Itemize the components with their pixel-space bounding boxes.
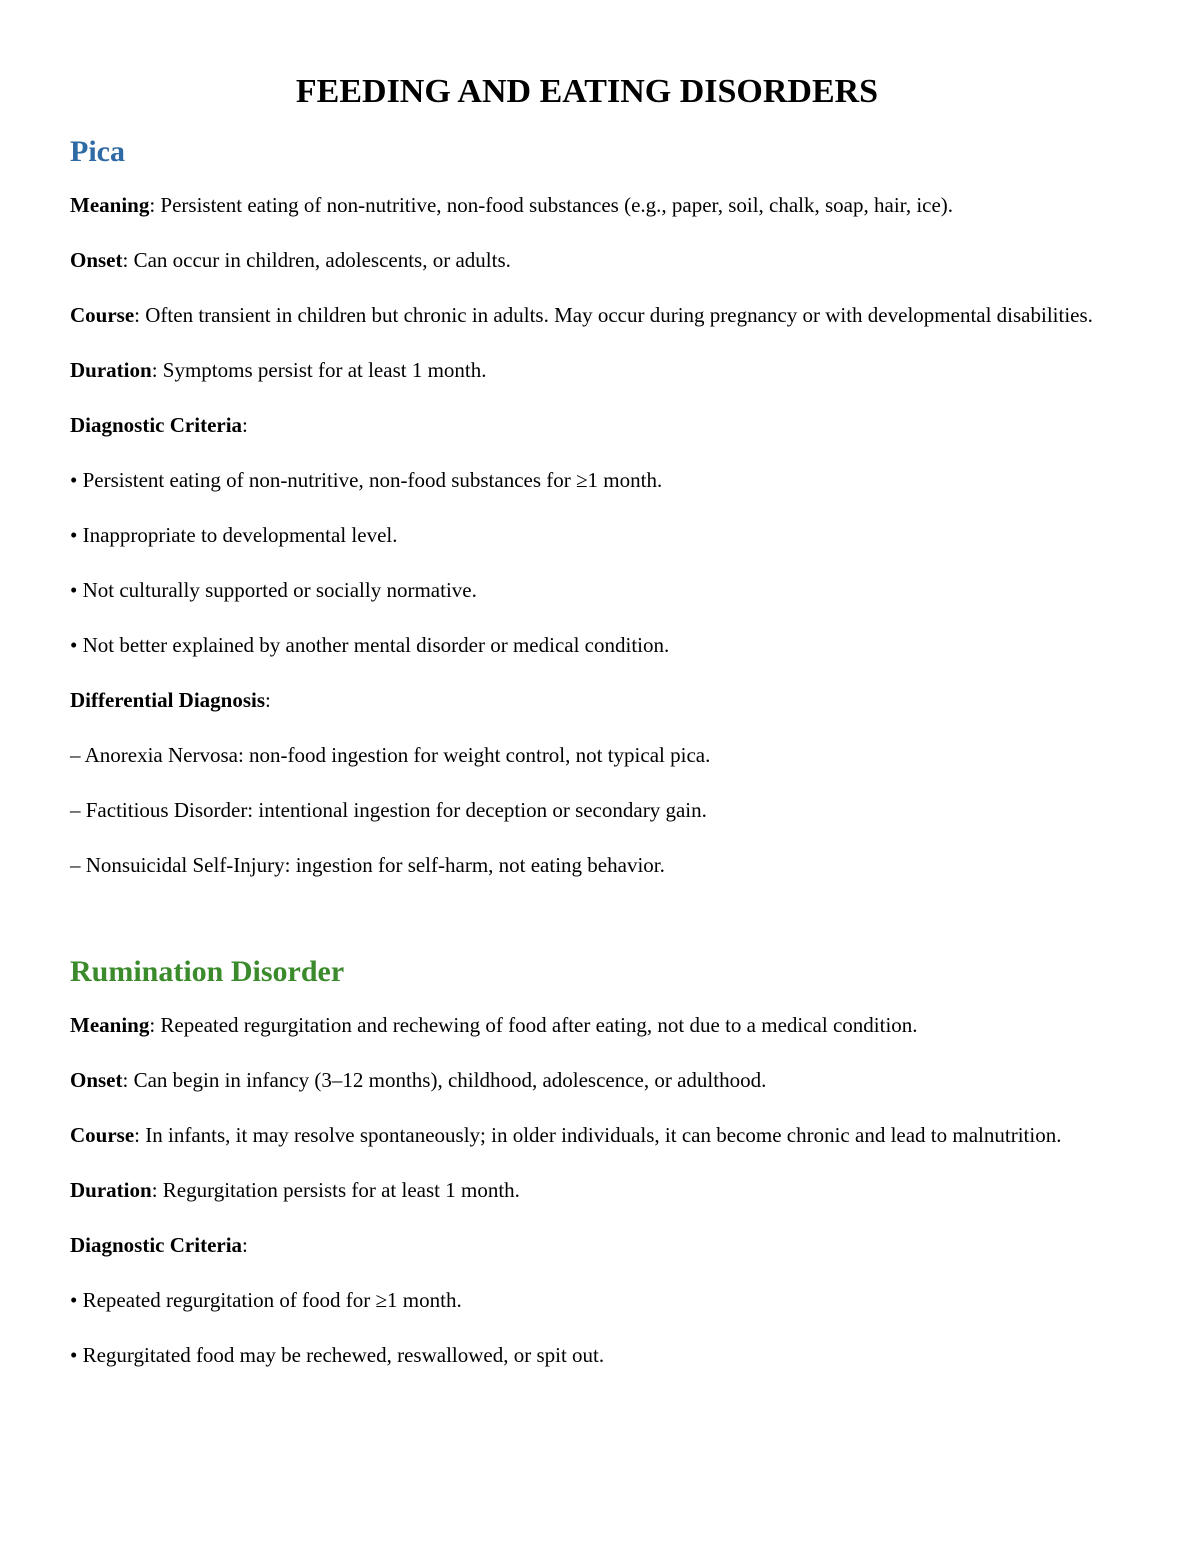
section-heading-rumination: Rumination Disorder <box>70 955 345 988</box>
rumination-criteria-heading <box>70 1232 1104 1259</box>
meaning-label: Meaning <box>70 1013 150 1037</box>
criteria-item: • Inappropriate to developmental level. <box>70 523 398 547</box>
criteria-label: Diagnostic Criteria <box>70 1233 243 1257</box>
criteria-item: • Repeated regurgitation of food for ≥1 month. <box>70 1288 462 1312</box>
pica-meaning <box>70 192 1104 219</box>
criteria-colon: : <box>242 413 248 437</box>
criteria-item: • Not culturally supported or socially normative. <box>70 578 477 602</box>
section-heading-pica: Pica <box>70 135 125 168</box>
rumination-meaning <box>70 1012 1104 1039</box>
criteria-colon: : <box>242 1233 248 1257</box>
differential-item: – Nonsuicidal Self-Injury: ingestion for self-harm, not eating behavior. <box>70 853 665 877</box>
meaning-text: : Persistent eating of non-nutritive, non-food substances (e.g., paper, soil, chalk, soap, hair, ice). <box>149 193 954 217</box>
onset-label: Onset <box>70 248 123 272</box>
course-label: Course <box>70 303 135 327</box>
differential-label: Differential Diagnosis <box>70 688 266 712</box>
pica-course <box>70 302 1104 329</box>
pica-onset <box>70 247 1104 274</box>
section-rumination-disorder <box>70 954 1104 1369</box>
course-text: : Often transient in children but chronic in adults. May occur during pregnancy or with developmental disabilities. <box>134 303 1093 327</box>
meaning-text: : Repeated regurgitation and rechewing of food after eating, not due to a medical condition. <box>149 1013 918 1037</box>
duration-text: : Symptoms persist for at least 1 month. <box>151 358 487 382</box>
criteria-item: • Not better explained by another mental disorder or medical condition. <box>70 633 670 657</box>
duration-label: Duration <box>70 358 152 382</box>
rumination-course <box>70 1122 1104 1149</box>
pica-duration <box>70 357 1104 384</box>
onset-label: Onset <box>70 1068 123 1092</box>
rumination-onset <box>70 1067 1104 1094</box>
criteria-item: • Regurgitated food may be rechewed, reswallowed, or spit out. <box>70 1343 605 1367</box>
section-pica <box>70 134 1104 879</box>
rumination-duration <box>70 1177 1104 1204</box>
document-title: FEEDING AND EATING DISORDERS <box>295 73 879 110</box>
course-text: : In infants, it may resolve spontaneously; in older individuals, it can become chronic and lead to malnutrition. <box>134 1123 1062 1147</box>
duration-text: : Regurgitation persists for at least 1 month. <box>151 1178 520 1202</box>
differential-item: – Anorexia Nervosa: non-food ingestion for weight control, not typical pica. <box>70 743 711 767</box>
criteria-item: • Persistent eating of non-nutritive, non-food substances for ≥1 month. <box>70 468 663 492</box>
pica-criteria-heading <box>70 412 1104 439</box>
pica-differential-heading <box>70 687 1104 714</box>
differential-colon: : <box>265 688 271 712</box>
differential-item: – Factitious Disorder: intentional ingestion for deception or secondary gain. <box>70 798 707 822</box>
course-label: Course <box>70 1123 135 1147</box>
onset-text: : Can occur in children, adolescents, or adults. <box>122 248 511 272</box>
meaning-label: Meaning <box>70 193 150 217</box>
criteria-label: Diagnostic Criteria <box>70 413 243 437</box>
duration-label: Duration <box>70 1178 152 1202</box>
onset-text: : Can begin in infancy (3–12 months), childhood, adolescence, or adulthood. <box>122 1068 767 1092</box>
